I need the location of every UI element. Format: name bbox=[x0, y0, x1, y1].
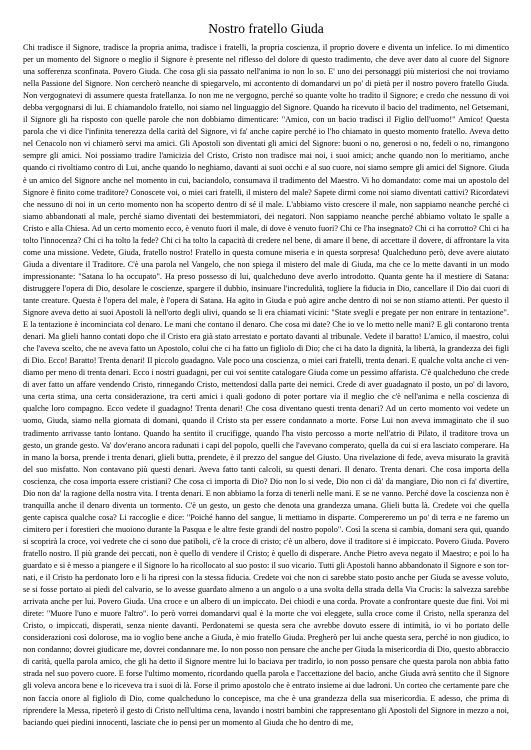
document-title: Nostro fratello Giuda bbox=[208, 21, 324, 36]
document-page bbox=[23, 0, 509, 750]
document-body-text: Chi tradisce il Signore, tradisce la propria anima, tradisce i fratelli, la propria coscienza, il proprio dovere e diventa un infelice. Io mi dimentico per un momento del Signore o meglio il Signore è presente nel riflesso del dolore di questo tradimento, che deve aver dato al cuore del Signore una sofferenza sconfinata. Povero Giuda. Che cosa gli sia passato nell'anima io non lo so. E' uno dei personaggi più misteriosi che noi troviamo nella Passione del Signore. Non cercherò neanche di spiegarvelo, mi accontento di domandarvi un po' di pietà per il nostro povero fratello Giuda. Non vergognatevi di assumere questa fratellanza. Io non me ne vergogno, perché so quante volte ho tradito il Signore; e credo che nessuno di voi debba vergognarsi di lui. E chiamandolo fratello, noi siamo nel linguaggio del Signore. Quando ha ricevuto il bacio del tradimento, nel Getsemani, il Signore gli ha risposto con quelle parole che non dobbiamo dimenticare: "Amico, con un bacio tradisci il Figlio dell'uomo!" Amico! Questa parola che vi dice l'infinita tenerezza della carità del Signore, vi fa' anche capire perché io l'ho chiamato in questo momento fratello. Aveva detto nel Cenacolo non vi chiamerò servi ma amici. Gli Apostoli son diventati gli amici del Signore: buoni o no, generosi o no, fedeli o no, rimangono sempre gli amici. Noi possiamo tradire l'amicizia del Cristo, Cristo non tradisce mai noi, i suoi amici; anche quando non lo meritiamo, anche quando ci rivoltiamo contro di Lui, anche quando lo neghiamo, davanti ai suoi occhi e al suo cuore, noi siamo sempre gli amici del Signore. Giuda è un amico del Signore anche nel momento in cui, baciandolo, consumava il tradimento del Maestro. Vi ho domandato: come mai un apostolo del Signore è finito come traditore? Conoscete voi, o miei cari fratelli, il mistero del male? Sapete dirmi come noi siamo diventati cattivi? Ricordatevi che nessuno di noi in un certo momento non ha scoperto dentro di sé il male. L'abbiamo visto crescere il male, non sappiamo neanche perché ci siamo abbandonati al male, perché siamo diventati dei bestemmiatori, dei negatori. Non sappiamo neanche perché abbiamo voltato le spalle a Cristo e alla Chiesa. Ad un certo momento ecco, è venuto fuori il male, di dove è venuto fuori? Chi ce l'ha insegnato? Chi ci ha corrotto? Chi ci ha tolto l'innocenza? Chi ci ha tolto la fede? Chi ci ha tolto la capacità di credere nel bene, di amare il bene, di accettare il dovere, di affrontare la vita come una missione. Vedete, Giuda, fratello nostro! Fratello in questa comune miseria e in questa sorpresa! Qualcheduno però, deve avere aiutato Giuda a diventare il Traditore. C'è una parola nel Vangelo, che non spiega il mistero del male di Giuda, ma che ce lo mette davanti in un modo impressionante: "Satana lo ha occupato". Ha preso possesso di lui, qualcheduno deve averlo introdotto. Quanta gente ha il mestiere di Satana: distruggere l'opera di Dio, desolare le coscienze, spargere il dubbio, insinuare l'incredulità, togliere la fiducia in Dio, cancellare il Dio dai cuori di tante creature. Questa è l'opera del male, è l'opera di Satana. Ha agito in Giuda e può agire anche dentro di noi se non stiamo attenti. Per questo il Signore aveva detto ai suoi Apostoli là nell'orto degli ulivi, quando se li era chiamati vicini: "State svegli e pregate per non entrare in tentazione". E la tentazione è incominciata col denaro. Le mani che contano il denaro. Che cosa mi date? Che io ve lo metto nelle mani? E gli contarono trenta denari. Ma glieli hanno contati dopo che il Cristo era già stato arrestato e portato davanti al tribunale. Vedete il baratto! L'amico, il maestro, colui che l'aveva scelto, che ne aveva fatto un Apostolo, colui che ci ha fatto un figliolo di Dio; che ci ha dato la dignità, la libertà, la grandezza dei figli di Dio. Ecco! Baratto! Trenta denari! Il piccolo guadagno. Vale poco una coscienza, o miei cari fratelli, trenta denari. E qualche volta anche ci vendiamo per meno di trenta denari. Ecco i nostri guadagni, per cui voi sentite catalogare Giuda come un pessimo affarista. C'è qualcheduno che crede di aver fatto un affare vendendo Cristo, rinnegando Cristo, mettendosi dalla parte dei nemici. Crede di aver guadagnato il posto, un po' di lavoro, una certa stima, una certa considerazione, tra certi amici i quali godono di poter portare via il meglio che c'è nell'anima e nella coscienza di qualche loro compagno. Ecco vedete il guadagno! Trenta denari! Che cosa diventano questi trenta denari? Ad un certo momento voi vedete un uomo, Giuda, siamo nella giornata di domani, quando il Cristo sta per essere condannato a morte. Forse Lui non aveva immaginato che il suo tradimento arrivasse tanto lontano. Quando ha sentito il crucifigge, quando l'ha visto percosso a morte nell'atrio di Pilato, il traditore trova un gesto, un grande gesto. Va' dov'erano ancora radunati i capi del popolo, quelli che l'avevano comperato, quella da cui si era lasciato comperare. Ha in mano la borsa, prende i trenta denari, glieli butta, prendete, è il prezzo del sangue del Giusto. Una rivelazione di fede, aveva misurato la gravità del suo misfatto. Non contavano più questi denari. Aveva fatto tanti calcoli, su questi denari. Il denaro. Trenta denari. Che cosa importa della coscienza, che cosa importa essere cristiani? Che cosa ci importa di Dio? Dio non lo si vede, Dio non ci dà' da mangiare, Dio non ci fa' divertire, Dio non da' la ragione della nostra vita. I trenta denari. E non abbiamo la forza di tenerli nelle mani. E se ne vanno. Perché dove la coscienza non è tranquilla anche il denaro diventa un tormento. C'è un gesto, un gesto che denota una grandezza umana. Glieli butta là. Credete voi che quella gente capisca qualche cosa? Li raccoglie e dice: "Poiché hanno del sangue, li mettiamo in disparte. Compereremo un po' di terra e ne faremo un cimitero per i forestieri che muoiono durante la Pasqua e le altre feste grandi del nostro popolo". Così la scena si cambia, domani sera qui, quando si scoprirà la croce, voi vedrete che ci sono due patiboli, c'è la croce di cristo; c'è un albero, dove il traditore si è impiccato. Povero Giuda. Povero fratello nostro. Il più grande dei peccati, non è quello di vendere il Cristo; è quello di disperare. Anche Pietro aveva negato il Maestro; e poi lo ha guardato e si è messo a piangere e il Signore lo ha ricollocato al suo posto: il suo vicario. Tutti gli Apostoli hanno abbandonato il Signore e son tornati, e il Cristo ha perdonato loro e li ha ripresi con la stessa fiducia. Credete voi che non ci sarebbe stato posto anche per Giuda se avesse voluto, se si fosse portato ai piedi del calvario, se lo avesse guardato almeno a un angolo o a una svolta della strada della Via Crucis: la salvezza sarebbe arrivata anche per lui. Povero Giuda. Una croce e un albero di un impiccato. Dei chiodi e una corda. Provate a confrontare queste due fini. Voi mi direte: "Muore l'uno e muore l'altro". Io però vorrei domandarvi qual è la morte che voi eleggete, sulla croce come il Cristo, nella speranza del Cristo, o impiccati, disperati, senza niente davanti. Perdonatemi se questa sera che avrebbe dovuto essere di intimità, io vi ho portato delle considerazioni così dolorose, ma io voglio bene anche a Giuda, è mio fratello Giuda. Pregherò per lui anche questa sera, perché io non giudico, io non condanno; dovrei giudicare me, dovrei condannare me. Io non posso non pensare che anche per Giuda la misericordia di Dio, questo abbraccio di carità, quella parola amico, che gli ha detto il Signore mentre lui lo baciava per tradirlo, io non posso pensare che questa parola non abbia fatto strada nel suo povero cuore. E forse l'ultimo momento, ricordando quella parola e l'accettazione del bacio, anche Giuda avrà sentito che il Signore gli voleva ancora bene e lo riceveva tra i suoi di là. Forse il primo apostolo che è entrato insieme ai due ladroni. Un corteo che certamente pare che non faccia onore al figliolo di Dio, come qualcheduno lo concepisce, ma che è una grandezza della sua misericordia. E adesso, che prima di riprendere la Messa, ripeterò il gesto di Cristo nell'ultima cena, lavando i nostri bambini che rappresentano gli Apostoli del Signore in mezzo a noi, baciando quei piedini innocenti, lasciate che io pensi per un momento al Giuda che ho dentro di me, bbox=[23, 43, 509, 727]
